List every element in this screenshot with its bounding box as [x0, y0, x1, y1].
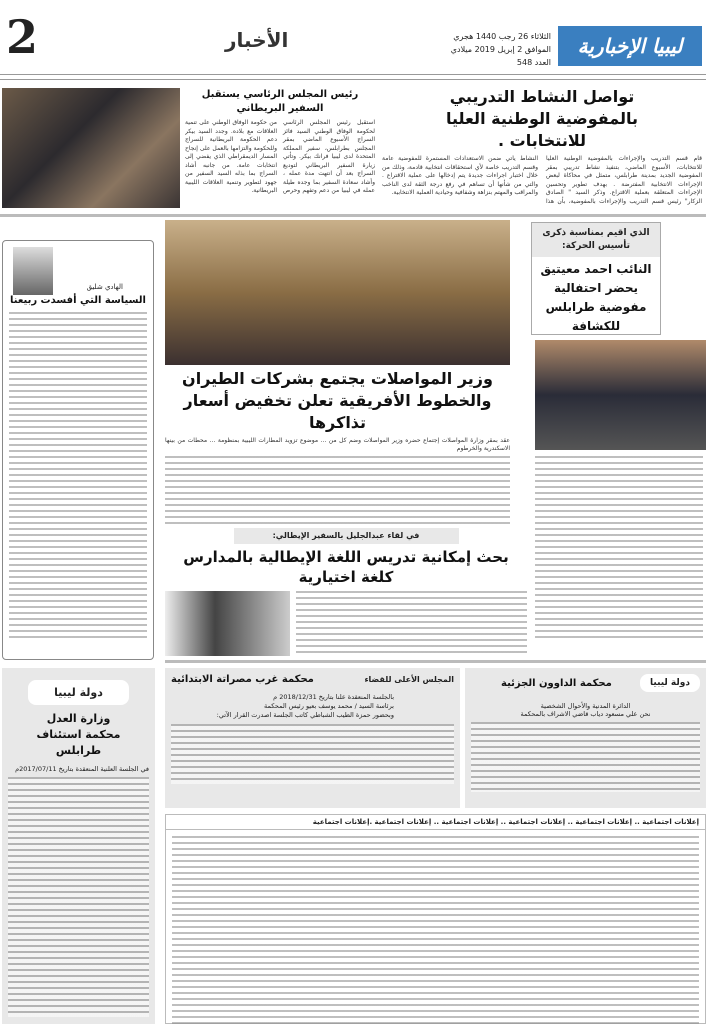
notice-title: وزارة العدل محكمة استئناف طرابلس	[36, 712, 121, 757]
notice-line: برئاسة السيد / محمد يوسف بعيو رئيس المحكمة	[264, 702, 394, 710]
row-divider	[0, 214, 706, 217]
notice-dawoon-court	[465, 668, 706, 808]
state-label: دولة ليبيا	[28, 680, 129, 705]
notice-title: محكمة غرب مصراتة الابتدائية	[171, 674, 314, 685]
kicker: الذي اقيم بمناسبة ذكرى تأسيس الحركة:	[532, 223, 660, 257]
italian-headline: بحث إمكانية تدريس اللغة الإيطالية بالمدارس كلغة اختيارية	[183, 548, 509, 586]
notice-body	[8, 777, 149, 1017]
notice-line: نحن علي مسعود دياب قاضي الاشراف بالمحكمة	[520, 710, 651, 718]
scouts-photo	[535, 340, 706, 450]
italian-content	[165, 591, 527, 656]
article-elections-training	[382, 86, 702, 210]
council-label: المجلس الأعلى للقضاء	[364, 675, 454, 684]
article-transport-text	[165, 456, 510, 524]
article-body: قام قسم التدريب والإجراءات بالمفوضية الوطنية العليا للانتخابات، الأسبوع الماضي، بتنفيذ نشاط تدريبي بمقر المفوضية الجديد بمدينة طرابلس، متمثل في محاكاة لبعض الإجراءات الانتخابية المفترضة . بهدف تطوير وتحسين الإجراءات المتعلقة بعملية الاقتراع. وذكر السيد " الصادق الزكار" رئيس قسم التدريب والإجراءات بالمفوضية، بأن هذا النشاط يأتي ضمن الاستعدادات المستمرة للمفوضية عامة وقسم التدريب خاصة لأي استحقاقات انتخابية قادمة، وذلك من خلال اختبار اجراءات جديدة يتم إدخالها على عملية الاقتراع . والتي من شأنها أن تساهم في رفع درجة الثقة لدى الناخب والمراقب والمهتم بنزاهة وشفافية وحيادية العملية الانتخابية.	[382, 155, 702, 205]
scouts-text	[535, 456, 703, 641]
section-title: الأخبار	[225, 28, 289, 52]
gregorian-date: الموافق 2 إبريل 2019 ميلادي	[450, 45, 551, 54]
notice-line: بالجلسة المنعقدة علنا بتاريخ 2018/12/31 م	[273, 693, 394, 701]
notice-line: وبحضور حمزة الطيب الشباطي كاتب الجلسة اصدرت القرار الآتي:	[216, 711, 394, 719]
article-transport	[165, 368, 510, 524]
notice-body	[471, 722, 700, 792]
article-scouts-box	[531, 222, 661, 335]
article-transport-body: عقد بمقر وزارة المواصلات إجتماع حضره وزير المواصلات وضم كل من ... موضوع تزويد المطارات الليبية بمنظومة ... محطات من بينها الاسكندرية والخرطوم	[165, 437, 510, 452]
social-body	[172, 836, 699, 1026]
row-divider	[165, 660, 706, 663]
author-name: الهادي شليق	[86, 283, 123, 291]
italian-meeting-photo	[165, 591, 290, 656]
notice-body	[171, 724, 454, 784]
article-british-ambassador	[185, 88, 375, 210]
article-transport-headline: وزير المواصلات يجتمع بشركات الطيران والخطوط الأفريقية تعلن تخفيض أسعار تذاكرها	[182, 369, 493, 432]
logo-text: ليبيا الإخبارية	[577, 34, 683, 58]
social-banner: إعلانات اجتماعية .. إعلانات اجتماعية .. إعلانات اجتماعية .. إعلانات اجتماعية .. إعلانات اجتماعية .إعلانات اجتماعية	[166, 815, 705, 830]
page-number: 2	[6, 10, 39, 64]
opinion-column	[2, 240, 154, 660]
notice-line: الدائرة المدنية والأحوال الشخصية	[540, 702, 631, 710]
italian-text	[296, 591, 527, 656]
notice-misrata-court	[165, 668, 460, 808]
article-body: استقبل رئيس المجلس الرئاسي لحكومة الوفاق الوطني السيد فائز السراج الأسبوع الماضي بمقر المجلس بطرابلس، سفير المملكة المتحدة لدى ليبيا فرانك بيكر. وتأتي زيارة السفير البريطاني لتوديع السراج بعد أن انتهت مدة عمله ، وأشاد سعادة السفير بما وجده طيلة عمله في ليبيا من دعم وتفهم وحرص من حكومة الوفاق الوطني على تنمية العلاقات مع بلاده. وجدد السيد بيكر دعم الحكومة البريطانية للسراج وللحكومة والتزامها بالعمل على إنجاح المسار الديمقراطي الذي يفضي إلى انتخابات عامة. من جانبه أشاد السراج بما بذله السيد السفير من جهود لتطوير وتنمية العلاقات الليبية البريطانية.	[185, 119, 375, 194]
notice-line: في الجلسة العلنية المنعقدة بتاريخ 2017/07/11م	[15, 765, 149, 773]
date-block	[451, 30, 551, 69]
article-italian	[165, 528, 527, 656]
notice-tripoli-appeals	[2, 668, 155, 1024]
meeting-photo	[165, 220, 510, 365]
social-announcements	[165, 814, 706, 1024]
hijri-date: الثلاثاء 26 رجب 1440 هجري	[453, 32, 551, 41]
masthead-rule	[0, 74, 706, 80]
italian-kicker: في لقاء عبدالجليل بالسفير الإيطالي:	[234, 528, 459, 544]
notice-title: محكمة الداوون الجزئية	[501, 677, 612, 689]
ambassador-photo	[2, 88, 180, 208]
logo	[558, 26, 702, 66]
opinion-title: السياسة التي أفسدت ربيعنا	[10, 295, 146, 306]
issue-number: العدد 548	[516, 58, 551, 67]
state-label: دولة ليبيا	[640, 674, 700, 692]
opinion-body	[9, 312, 147, 642]
headline: تواصل النشاط التدريبي بالمفوضية الوطنية العليا للانتخابات .	[445, 87, 639, 150]
headline: رئيس المجلس الرئاسي يستقبل السفير البريطاني	[201, 89, 359, 114]
headline: النائب احمد معيتيق يحضر احتفالية مفوضية طرابلس للكشافة	[540, 262, 652, 333]
